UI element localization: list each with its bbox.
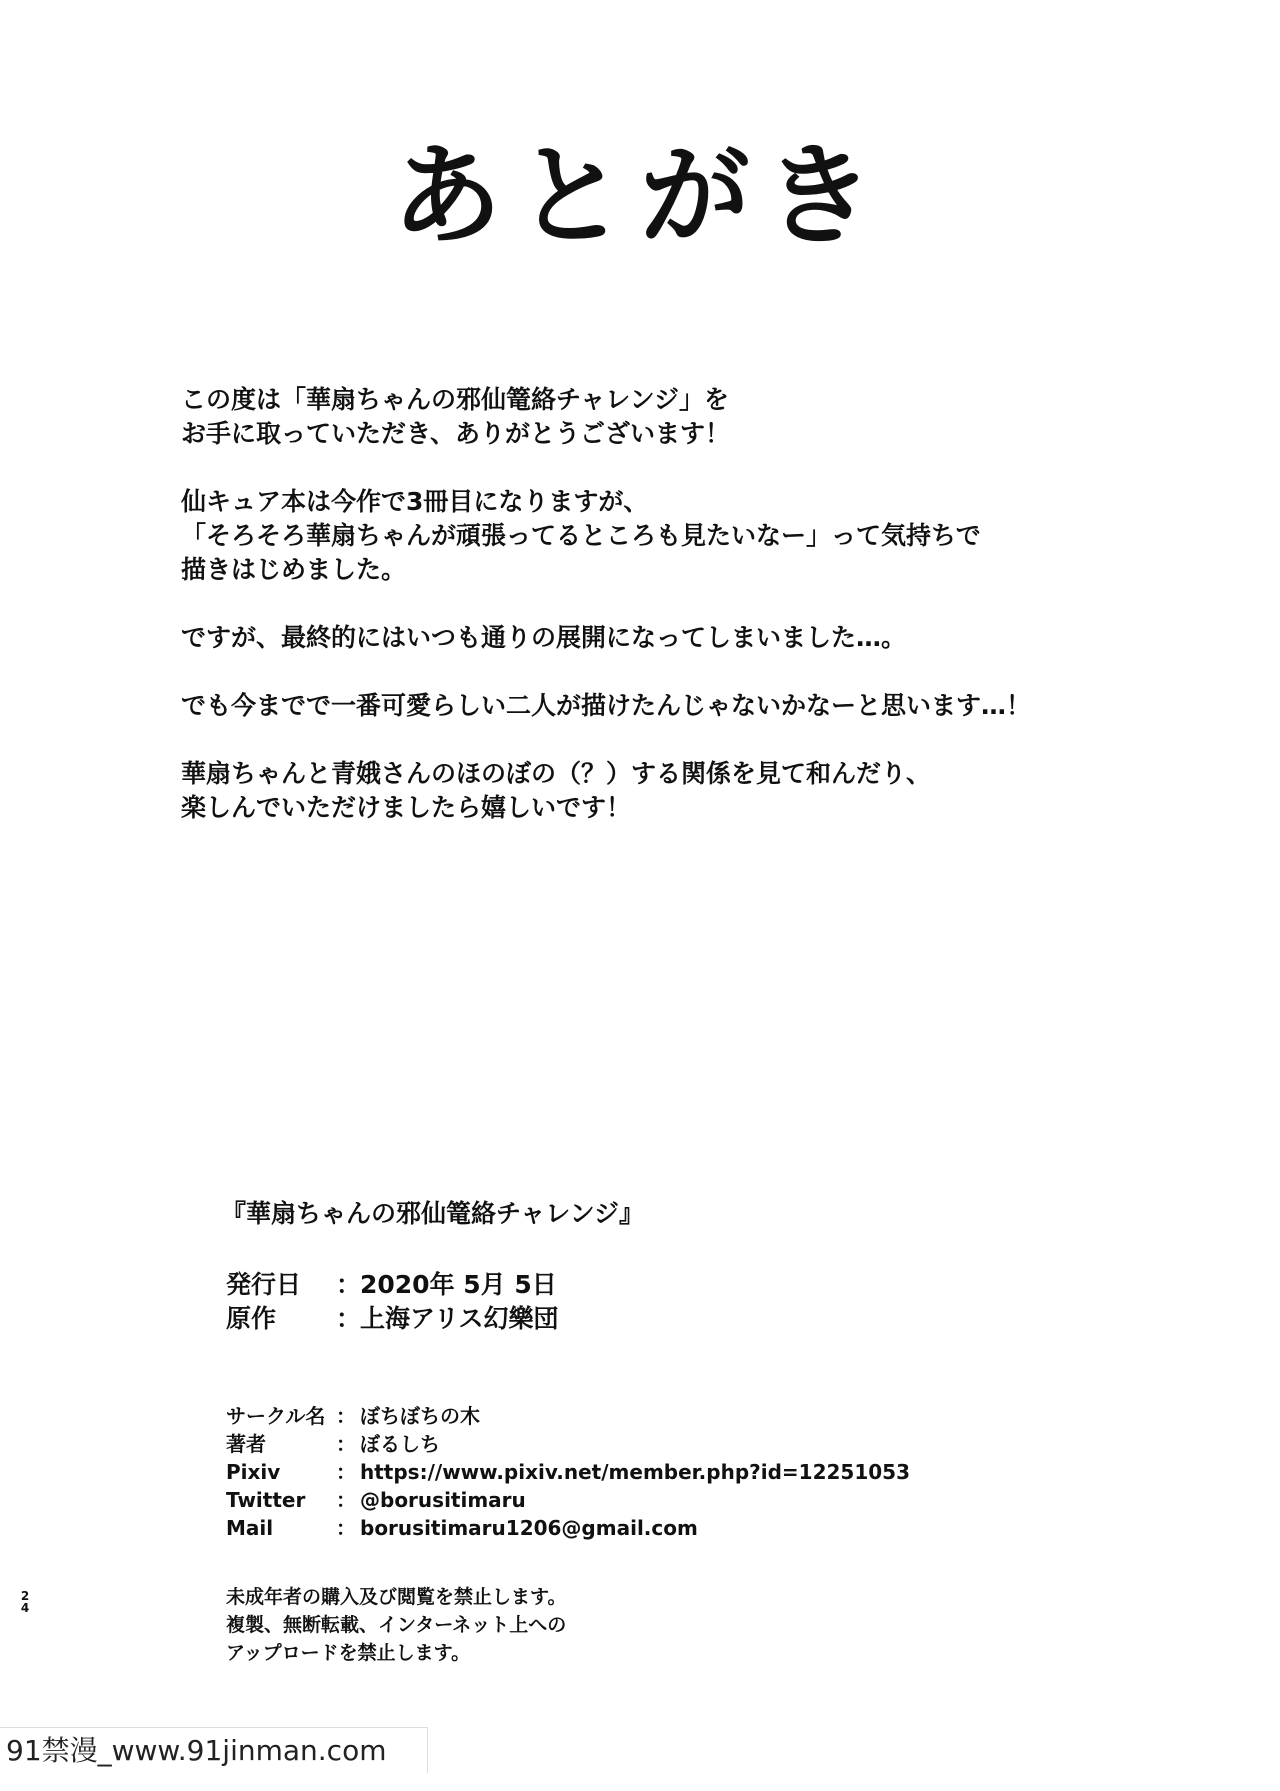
publication-info xyxy=(226,1268,559,1336)
info-value: 2020年 5月 5日 xyxy=(360,1270,557,1299)
credit-value: ぼちぼちの木 xyxy=(360,1404,480,1428)
notice-line: アップロードを禁止します。 xyxy=(226,1642,471,1664)
paragraph-line: でも今までで一番可愛らしい二人が描けたんじゃないかなーと思います…！ xyxy=(181,691,1032,720)
credit-value: ぼるしち xyxy=(360,1432,440,1456)
credit-row-pixiv xyxy=(226,1458,910,1486)
paragraph-line: お手に取っていただき、ありがとうございます！ xyxy=(181,419,731,448)
credit-label: Pixiv xyxy=(226,1460,281,1484)
credit-label: 著者 xyxy=(226,1432,266,1456)
paragraph-line: 描きはじめました。 xyxy=(181,555,407,584)
info-row-original xyxy=(226,1302,559,1336)
paragraph xyxy=(181,621,1141,655)
paragraph-line: 仙キュア本は今作で3冊目になりますが、 xyxy=(181,487,649,516)
credit-separator: ： xyxy=(336,1432,356,1456)
credit-row-mail xyxy=(226,1514,910,1542)
info-separator: ： xyxy=(336,1304,362,1333)
twitter-handle: @borusitimaru xyxy=(360,1488,526,1512)
info-label: 発行日 xyxy=(226,1270,302,1299)
info-value: 上海アリス幻樂団 xyxy=(360,1304,559,1333)
credit-separator: ： xyxy=(336,1404,356,1428)
info-label: 原作 xyxy=(226,1304,277,1333)
credit-separator: ： xyxy=(336,1460,356,1484)
credits xyxy=(226,1402,910,1542)
site-watermark: 91禁漫_www.91jinman.com xyxy=(0,1727,428,1773)
paragraph-line: 楽しんでいただけましたら嬉しいです！ xyxy=(181,793,632,822)
afterword-body xyxy=(181,383,1141,859)
legal-notice xyxy=(226,1583,566,1667)
paragraph-line: ですが、最終的にはいつも通りの展開になってしまいました…。 xyxy=(181,623,907,652)
mail-address: borusitimaru1206@gmail.com xyxy=(360,1516,698,1540)
page-number: 24 xyxy=(20,1589,30,1615)
credit-row-circle xyxy=(226,1402,910,1430)
credit-label: Twitter xyxy=(226,1488,306,1512)
paragraph-line: 華扇ちゃんと青娥さんのほのぼの（？）する関係を見て和んだり、 xyxy=(181,759,932,788)
page-title: あとがき xyxy=(392,132,888,260)
paragraph xyxy=(181,757,1141,825)
paragraph xyxy=(181,689,1141,723)
pixiv-link: https://www.pixiv.net/member.php?id=12251053 xyxy=(360,1460,910,1484)
credit-row-author xyxy=(226,1430,910,1458)
credit-separator: ： xyxy=(336,1488,356,1512)
notice-line: 未成年者の購入及び閲覧を禁止します。 xyxy=(226,1586,567,1608)
paragraph xyxy=(181,383,1141,451)
info-separator: ： xyxy=(336,1270,362,1299)
credit-label: Mail xyxy=(226,1516,274,1540)
paragraph-line: 「そろそろ華扇ちゃんが頑張ってるところも見たいなー」って気持ちで xyxy=(181,521,981,550)
credit-row-twitter xyxy=(226,1486,910,1514)
credit-label: サークル名 xyxy=(226,1404,326,1428)
paragraph-line: この度は「華扇ちゃんの邪仙篭絡チャレンジ」を xyxy=(181,385,730,414)
credit-separator: ： xyxy=(336,1516,356,1540)
book-title: 『華扇ちゃんの邪仙篭絡チャレンジ』 xyxy=(221,1199,645,1228)
info-row-date xyxy=(226,1268,559,1302)
notice-line: 複製、無断転載、インターネット上への xyxy=(226,1614,567,1636)
paragraph xyxy=(181,485,1141,587)
